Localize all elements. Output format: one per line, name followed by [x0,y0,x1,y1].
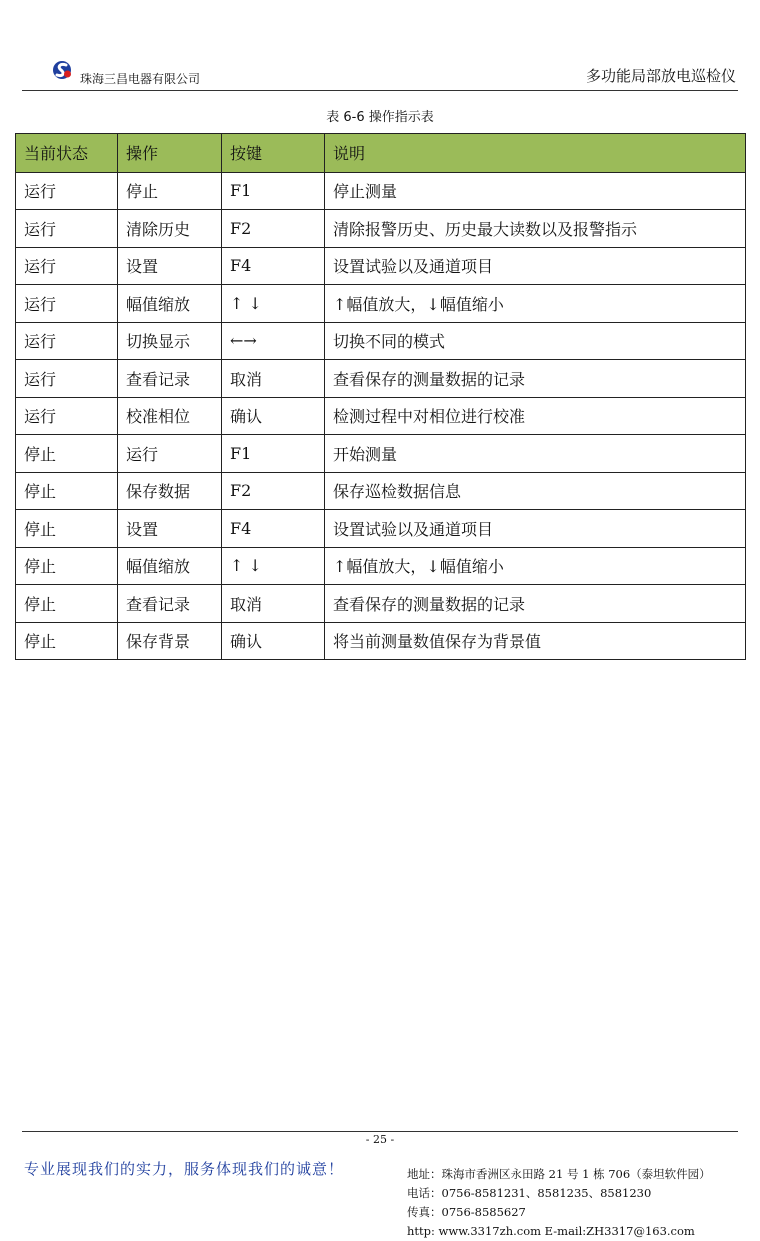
cell-state: 运行 [16,397,118,435]
cell-description: 切换不同的模式 [325,322,746,360]
cell-state: 运行 [16,322,118,360]
cell-operation: 查看记录 [118,360,222,398]
cell-state: 运行 [16,360,118,398]
fax-text: 传真：0756-8585627 [407,1205,526,1219]
web-email-text: http: www.3317zh.com E-mail:ZH3317@163.com [407,1224,695,1238]
address-text: 地址：珠海市香洲区永田路 21 号 1 栋 706（泰坦软件园） [407,1167,711,1181]
page-header [22,54,738,91]
cell-key: ↑ ↓ [222,547,325,585]
cell-operation: 幅值缩放 [118,285,222,323]
cell-description: 检测过程中对相位进行校准 [325,397,746,435]
phone-text: 电话：0756-8581231、8581235、8581230 [407,1186,652,1200]
cell-state: 停止 [16,472,118,510]
cell-state: 停止 [16,435,118,473]
table-row [16,360,746,398]
cell-operation: 幅值缩放 [118,547,222,585]
cell-operation: 设置 [118,510,222,548]
company-name: 珠海三昌电器有限公司 [80,72,201,86]
table-row [16,210,746,248]
cell-key: 取消 [222,360,325,398]
column-header-state: 当前状态 [16,134,118,173]
cell-description: ↑幅值放大，↓幅值缩小 [325,547,746,585]
table-row [16,247,746,285]
page-number: - 25 - [365,1133,395,1146]
cell-state: 运行 [16,210,118,248]
cell-state: 停止 [16,622,118,660]
cell-operation: 设置 [118,247,222,285]
cell-operation: 切换显示 [118,322,222,360]
column-header-operation: 操作 [118,134,222,173]
cell-state: 运行 [16,172,118,210]
cell-state: 停止 [16,510,118,548]
cell-state: 运行 [16,285,118,323]
cell-operation: 停止 [118,172,222,210]
table-caption: 表 6-6 操作指示表 [326,110,434,125]
table-row [16,472,746,510]
table-body [16,172,746,660]
cell-operation: 保存数据 [118,472,222,510]
cell-key: ←→ [222,322,325,360]
cell-key: F2 [222,472,325,510]
company-slogan: 专业展现我们的实力，服务体现我们的诚意！ [24,1160,345,1178]
cell-key: F2 [222,210,325,248]
cell-description: 保存巡检数据信息 [325,472,746,510]
company-logo-icon [52,60,72,80]
table-row [16,435,746,473]
cell-key: 确认 [222,397,325,435]
table-row [16,510,746,548]
cell-key: F4 [222,510,325,548]
contact-info [407,1165,711,1241]
column-header-key: 按键 [222,134,325,173]
cell-description: 清除报警历史、历史最大读数以及报警指示 [325,210,746,248]
cell-state: 运行 [16,247,118,285]
table-row [16,622,746,660]
cell-description: 查看保存的测量数据的记录 [325,360,746,398]
table-row [16,397,746,435]
table-row [16,172,746,210]
cell-description: 停止测量 [325,172,746,210]
table-row [16,322,746,360]
cell-operation: 校准相位 [118,397,222,435]
table-row [16,285,746,323]
cell-key: F1 [222,435,325,473]
table-row [16,547,746,585]
cell-operation: 运行 [118,435,222,473]
column-header-description: 说明 [325,134,746,173]
cell-description: 将当前测量数值保存为背景值 [325,622,746,660]
table-header-row [16,134,746,173]
cell-description: 设置试验以及通道项目 [325,510,746,548]
operation-table [15,133,746,660]
cell-description: 设置试验以及通道项目 [325,247,746,285]
cell-operation: 清除历史 [118,210,222,248]
cell-operation: 保存背景 [118,622,222,660]
table-row [16,585,746,623]
footer-divider [22,1131,738,1132]
cell-state: 停止 [16,547,118,585]
cell-description: 查看保存的测量数据的记录 [325,585,746,623]
cell-description: 开始测量 [325,435,746,473]
cell-state: 停止 [16,585,118,623]
cell-key: F1 [222,172,325,210]
cell-operation: 查看记录 [118,585,222,623]
cell-key: 取消 [222,585,325,623]
document-title: 多功能局部放电巡检仪 [585,67,736,85]
cell-description: ↑幅值放大，↓幅值缩小 [325,285,746,323]
cell-key: F4 [222,247,325,285]
cell-key: ↑ ↓ [222,285,325,323]
cell-key: 确认 [222,622,325,660]
